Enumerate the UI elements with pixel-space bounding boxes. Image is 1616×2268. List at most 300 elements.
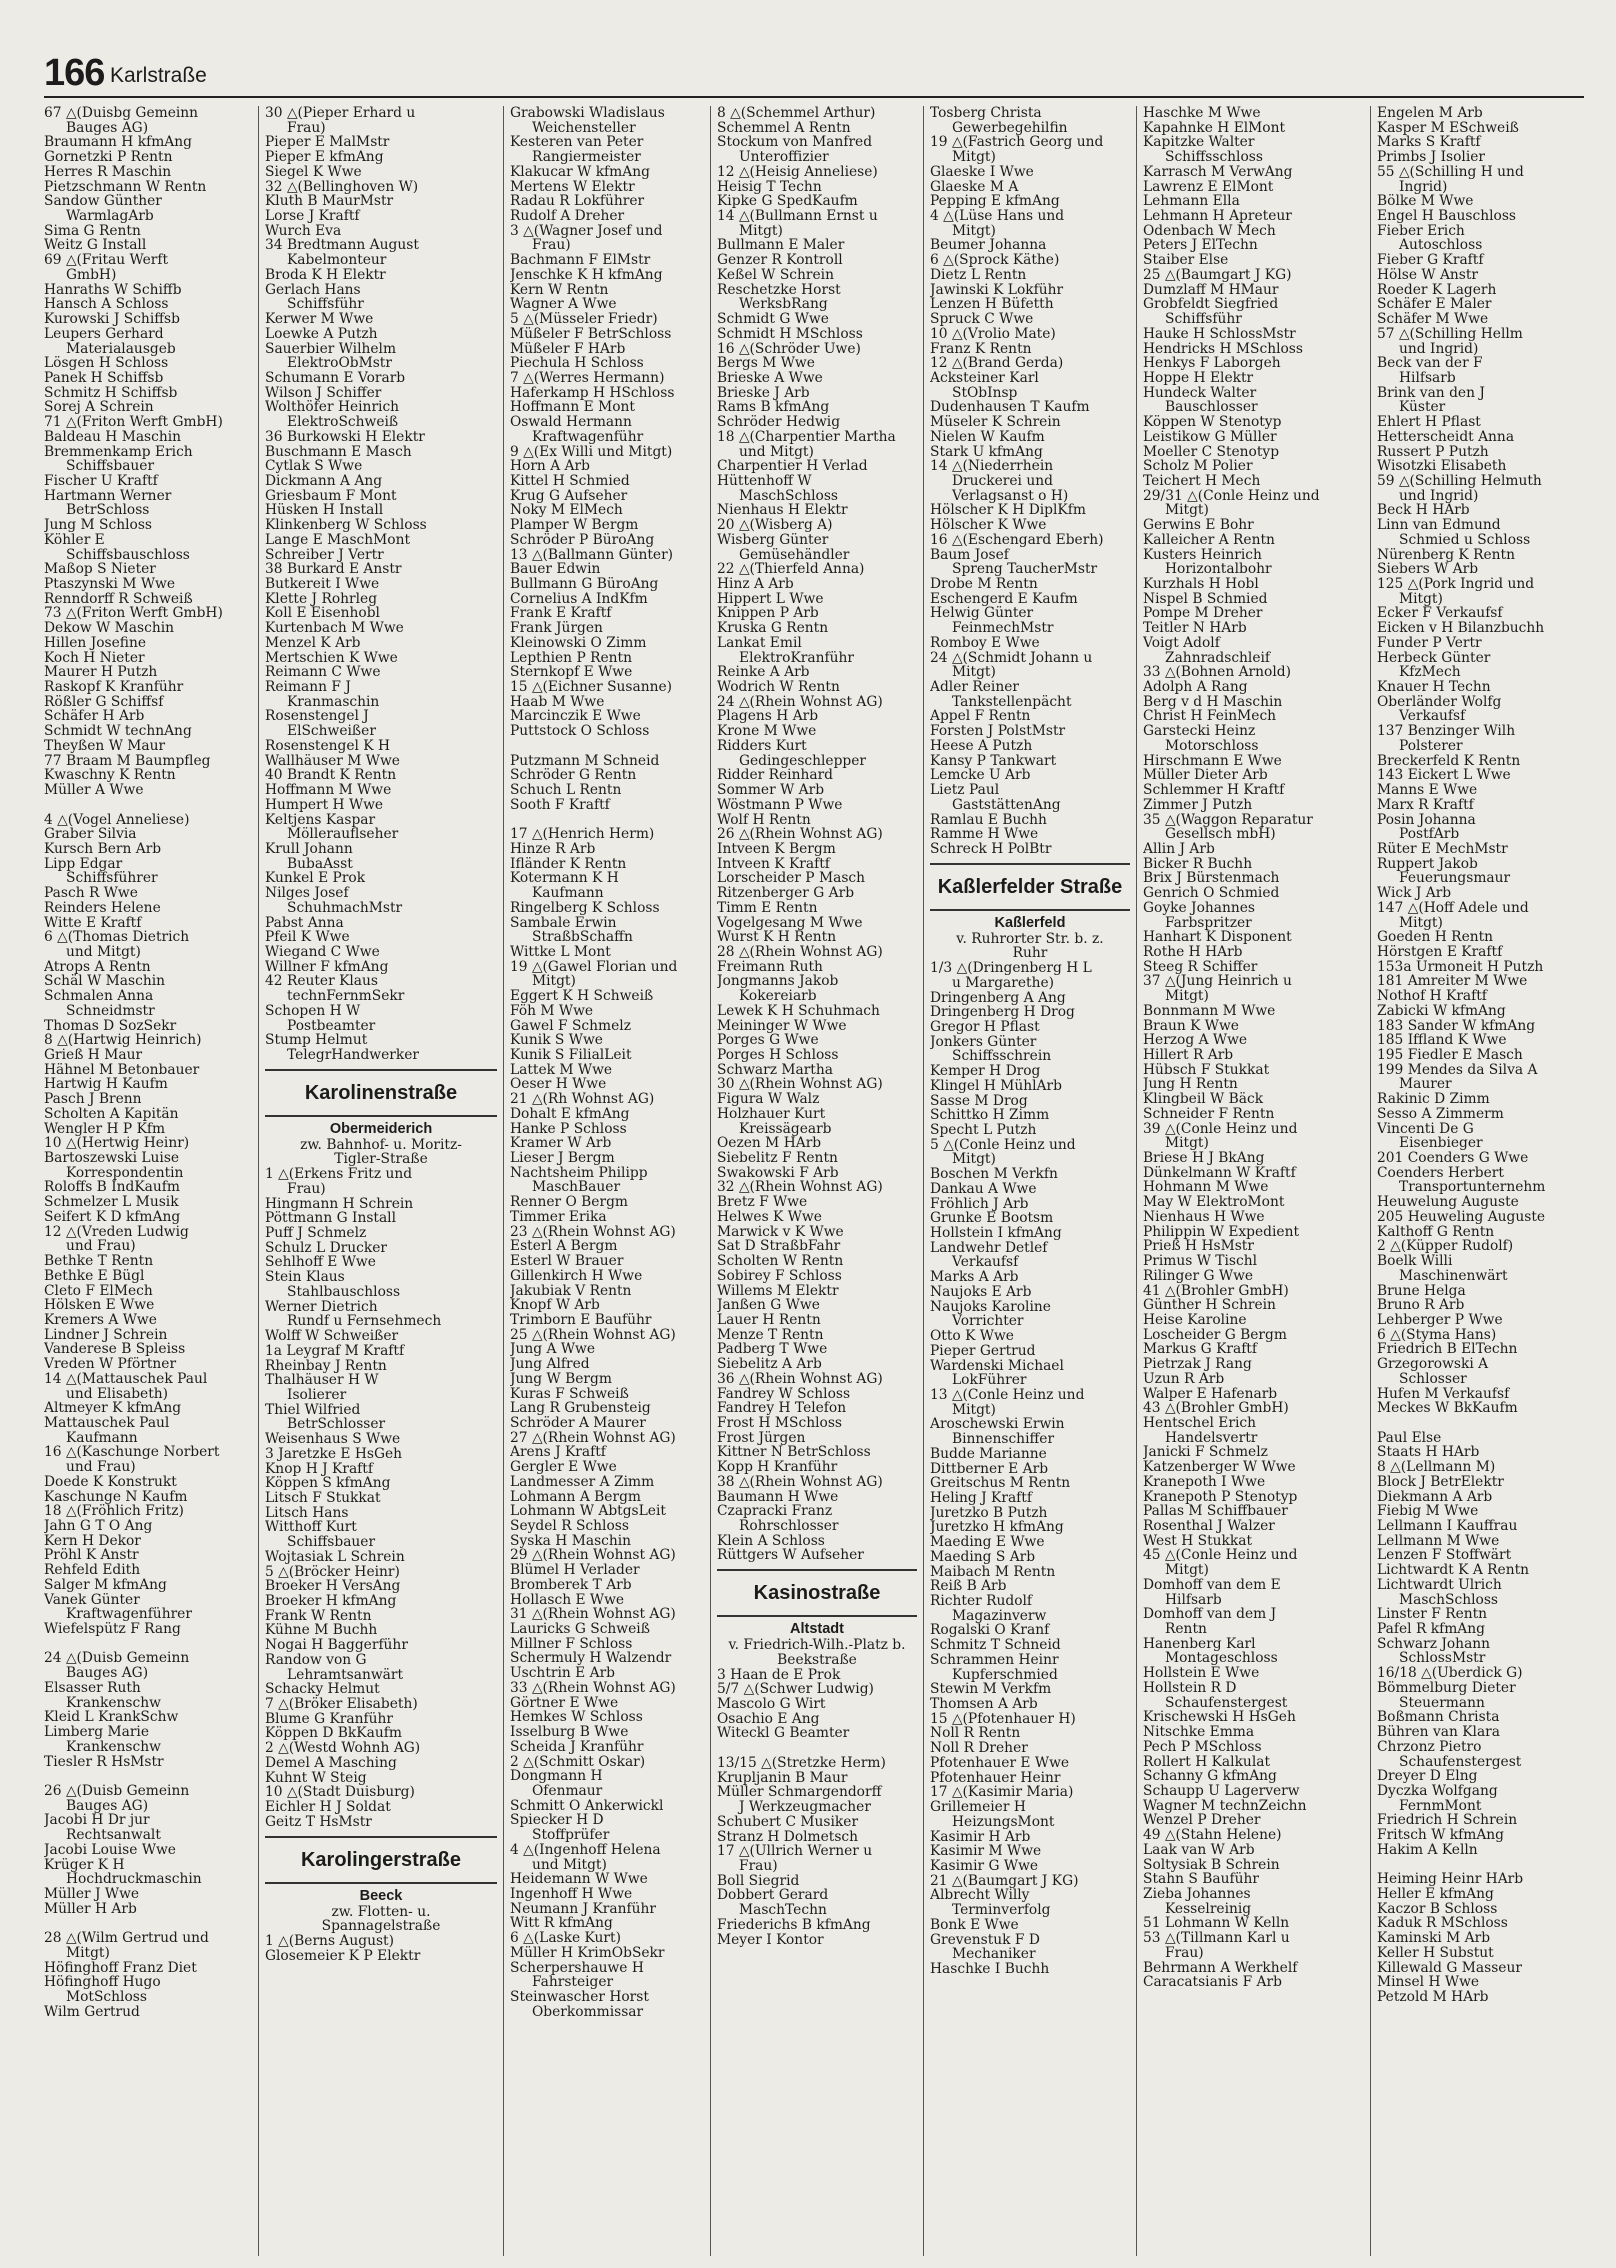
resident-entry: Nienhaus H Wwe xyxy=(1143,1209,1265,1225)
resident-entry: 22 △(Thierfeld Anna) xyxy=(717,562,865,577)
resident-entry: Bethke E Bügl xyxy=(44,1268,145,1284)
entry-continuation: und Frau) xyxy=(66,1239,136,1255)
resident-entry: 183 Sander W kfmAng xyxy=(1377,1018,1536,1034)
resident-entry: 28 △(Rhein Wohnst AG) xyxy=(717,944,883,960)
resident-entry: Block J BetrElektr xyxy=(1377,1474,1504,1490)
resident-entry: 125 △(Pork Ingrid und xyxy=(1377,577,1535,592)
resident-entry: Forsten J PolstMstr xyxy=(930,724,1066,739)
resident-entry: Genrich O Schmied xyxy=(1143,886,1280,901)
resident-entry: Fieber G Kraftf xyxy=(1377,253,1484,268)
resident-entry: Prieß H HsMstr xyxy=(1143,1239,1254,1255)
resident-entry: Jonkers Günter xyxy=(930,1034,1037,1050)
resident-entry: Maßop S Nieter xyxy=(44,562,156,577)
entry-continuation: Steuermann xyxy=(1399,1695,1485,1711)
resident-entry: Funder P Vertr xyxy=(1377,635,1482,651)
resident-entry: Stewin M Verkfm xyxy=(930,1682,1052,1698)
resident-entry: 1/3 △(Dringenberg H L xyxy=(930,961,1092,976)
resident-entry: Krüger K H xyxy=(44,1857,125,1873)
resident-entry: Müller H KrimObSekr xyxy=(510,1945,665,1961)
resident-entry: Arens J Kraftf xyxy=(510,1445,606,1461)
resident-entry: Herres R Maschin xyxy=(44,164,172,180)
resident-entry: Berg v d H Maschin xyxy=(1143,694,1283,710)
resident-entry: Plagens H Arb xyxy=(717,709,819,725)
resident-entry: Budde Marianne xyxy=(930,1446,1047,1462)
resident-entry: Jacobi Louise Wwe xyxy=(44,1842,176,1858)
resident-entry: Fröhlich J Arb xyxy=(930,1196,1029,1212)
entry-continuation: Bauges AG) xyxy=(66,1798,149,1814)
entry-continuation: Farbspritzer xyxy=(1165,915,1252,931)
resident-entry: Eicken v H Bilanzbuchh xyxy=(1377,621,1545,636)
resident-entry: Blume G Kranführ xyxy=(265,1711,393,1727)
resident-entry: Pfotenhauer E Wwe xyxy=(930,1755,1070,1771)
resident-entry: 16/18 △(Überdick G) xyxy=(1377,1666,1523,1681)
resident-entry: Müller A Wwe xyxy=(44,783,144,798)
resident-entry: Mertschien K Wwe xyxy=(265,650,398,666)
resident-entry: Dekow W Maschin xyxy=(44,621,174,636)
resident-entry: Blümel H Verlader xyxy=(510,1563,640,1578)
resident-entry: Sasse M Drog xyxy=(930,1093,1028,1109)
entry-continuation: Schiffsbauer xyxy=(66,459,155,474)
resident-entry: Eichler H J Soldat xyxy=(265,1800,391,1815)
directory-column xyxy=(503,106,710,2256)
resident-entry: Hingmann H Schrein xyxy=(265,1196,414,1212)
resident-entry: Ridders Kurt xyxy=(717,738,807,754)
resident-entry: Witthoff Kurt xyxy=(265,1520,357,1536)
entry-continuation: Mitgt) xyxy=(952,1402,996,1418)
resident-entry: 24 △(Rhein Wohnst AG) xyxy=(717,694,883,710)
resident-entry: Rudolf A Dreher xyxy=(510,209,625,224)
resident-entry: Kotermann K H xyxy=(510,871,619,887)
resident-entry: Willner F kfmAng xyxy=(265,959,389,975)
resident-entry: Heisig T Techn xyxy=(717,179,822,195)
resident-entry: Kittner N BetrSchloss xyxy=(717,1445,871,1461)
resident-entry: Teitler N HArb xyxy=(1143,621,1247,636)
resident-entry: 4 △(Lüse Hans und xyxy=(930,209,1065,224)
resident-entry: 8 △(Schemmel Arthur) xyxy=(717,106,876,121)
resident-entry: Karrasch M VerwAng xyxy=(1143,164,1293,180)
resident-entry: Rakinic D Zimm xyxy=(1377,1092,1490,1107)
entry-continuation: MaschSchloss xyxy=(739,488,838,504)
resident-entry: Lietz Paul xyxy=(930,783,1000,798)
resident-entry: 5/7 △(Schwer Ludwig) xyxy=(717,1682,874,1698)
resident-entry: Pröhl K Anstr xyxy=(44,1548,139,1564)
resident-entry: Krupljanin B Maur xyxy=(717,1770,848,1786)
resident-entry: Esterl A Bergm xyxy=(510,1239,618,1255)
resident-entry: Gawel F Schmelz xyxy=(510,1018,631,1034)
entry-continuation: WerksbRang xyxy=(739,297,828,313)
entry-continuation: Kupferschmied xyxy=(952,1667,1058,1683)
entry-continuation: Korrespondentin xyxy=(66,1165,184,1181)
resident-entry: Kesteren van Peter xyxy=(510,135,644,151)
resident-entry: Baldeau H Maschin xyxy=(44,429,182,445)
resident-entry: Reiß B Arb xyxy=(930,1579,1007,1594)
resident-entry: Jacobi H Dr jur xyxy=(44,1813,150,1829)
resident-entry: 40 Brandt K Rentn xyxy=(265,768,397,784)
resident-entry: Grzegorowski A xyxy=(1377,1357,1489,1372)
resident-entry: Mertens W Elektr xyxy=(510,179,635,195)
entry-continuation: LokFührer xyxy=(952,1373,1027,1388)
entry-continuation: Hilfsarb xyxy=(1399,370,1456,386)
resident-entry: Rosenthal J Walzer xyxy=(1143,1519,1275,1534)
resident-entry: Kasimir H Arb xyxy=(930,1829,1031,1845)
entry-continuation: StraßbSchaffn xyxy=(532,930,633,945)
resident-entry: Kasimir M Wwe xyxy=(930,1844,1042,1859)
resident-entry: Schröder Hedwig xyxy=(717,415,841,430)
resident-entry: Porges G Wwe xyxy=(717,1033,819,1048)
resident-entry: Leupers Gerhard xyxy=(44,326,164,342)
resident-entry: Schlemmer H Kraftf xyxy=(1143,783,1285,798)
resident-entry: 1 △(Berns August) xyxy=(265,1933,394,1949)
resident-entry: Heese A Putzh xyxy=(930,738,1033,754)
resident-entry: 38 Burkard E Anstr xyxy=(265,562,402,577)
resident-entry: Nachtsheim Philipp xyxy=(510,1165,648,1181)
entry-continuation: Kraftwagenführer xyxy=(66,1607,192,1623)
resident-entry: 1 △(Erkens Fritz und xyxy=(265,1167,413,1182)
entry-continuation: Mechaniker xyxy=(952,1947,1036,1962)
street-heading: Kasinostraße xyxy=(717,1569,917,1617)
resident-entry: Juretzko H kfmAng xyxy=(930,1520,1064,1536)
entry-continuation: Mitgt) xyxy=(1165,989,1209,1004)
resident-entry: Roloffs B IndKaufm xyxy=(44,1180,180,1196)
resident-entry: Siebers W Arb xyxy=(1377,562,1479,577)
resident-entry: Puttstock O Schloss xyxy=(510,724,650,739)
resident-entry: Köhler E xyxy=(44,532,105,548)
resident-entry: Boll Siegrid xyxy=(717,1873,800,1889)
resident-entry: Specht L Putzh xyxy=(930,1123,1037,1138)
resident-entry: Posin Johanna xyxy=(1377,812,1476,828)
resident-entry: Lorscheider P Masch xyxy=(717,871,866,887)
resident-entry: Bullmann G BüroAng xyxy=(510,577,659,592)
resident-entry: Sesso A Zimmerm xyxy=(1377,1106,1504,1122)
resident-entry: Bömmelburg Dieter xyxy=(1377,1680,1516,1696)
resident-entry: Pafel R kfmAng xyxy=(1377,1622,1485,1637)
resident-entry: Kaczor B Schloss xyxy=(1377,1901,1498,1917)
resident-entry: Dobbert Gerard xyxy=(717,1888,829,1904)
resident-entry: Lieser J Bergm xyxy=(510,1151,615,1166)
resident-entry: Boelk Willi xyxy=(1377,1254,1453,1269)
resident-entry: Schäfer H Arb xyxy=(44,709,145,725)
resident-entry: Soltysiak B Schrein xyxy=(1143,1857,1280,1873)
resident-entry: Renndorff R Schweiß xyxy=(44,591,193,607)
resident-entry: 153a Urmoneit H Putzh xyxy=(1377,959,1544,975)
resident-entry: Staats H HArb xyxy=(1377,1445,1480,1461)
resident-entry: Stockum von Manfred xyxy=(717,135,873,151)
entry-continuation: Schiffsführer xyxy=(66,871,158,887)
resident-entry: Klein A Schloss xyxy=(717,1533,825,1549)
resident-entry: West H Stukkat xyxy=(1143,1533,1253,1549)
resident-entry: Witt R kfmAng xyxy=(510,1916,613,1932)
resident-entry: Piechula H Schloss xyxy=(510,356,644,371)
resident-entry: Dringenberg A Ang xyxy=(930,990,1066,1006)
entry-continuation: Transportunternehm xyxy=(1399,1180,1546,1196)
resident-entry: Adler Reiner xyxy=(930,680,1019,695)
resident-entry: Pietzschmann W Rentn xyxy=(44,179,207,195)
resident-entry: Pöttmann G Install xyxy=(265,1211,397,1227)
resident-entry: Glaeske I Wwe xyxy=(930,164,1034,180)
resident-entry: Koll E Eisenhobl xyxy=(265,606,380,622)
resident-entry: Steinwascher Horst xyxy=(510,1990,649,2005)
resident-entry: Thomsen A Arb xyxy=(930,1697,1038,1712)
resident-entry: Horn A Arb xyxy=(510,459,590,474)
resident-entry: 32 △(Rhein Wohnst AG) xyxy=(717,1180,883,1196)
entry-continuation: Maurer xyxy=(1399,1077,1452,1093)
entry-continuation: Gedingeschlepper xyxy=(739,753,867,769)
entry-continuation: Magazinverw xyxy=(952,1608,1047,1624)
resident-entry: Hanke P Schloss xyxy=(510,1121,627,1137)
resident-entry: Schäl W Maschin xyxy=(44,974,165,990)
resident-entry: 7 △(Bröker Elisabeth) xyxy=(265,1697,418,1712)
resident-entry: Rilinger G Wwe xyxy=(1143,1268,1254,1284)
resident-entry: Dittberner E Arb xyxy=(930,1461,1049,1477)
resident-entry: Maeding E Wwe xyxy=(930,1535,1045,1550)
resident-entry: Roeder K Lagerh xyxy=(1377,282,1497,298)
resident-entry: Pallas M Schiffbauer xyxy=(1143,1504,1288,1519)
resident-entry: Bullmann E Maler xyxy=(717,238,845,254)
resident-entry: Padberg T Wwe xyxy=(717,1342,828,1358)
resident-entry: Heling J Kraftf xyxy=(930,1490,1032,1506)
resident-entry: Humpert H Wwe xyxy=(265,797,384,813)
resident-entry: Hölsken E Wwe xyxy=(44,1298,155,1313)
entry-continuation: Handelsvertr xyxy=(1165,1430,1258,1446)
resident-entry: Janßen G Wwe xyxy=(717,1298,820,1313)
entry-continuation: Schiffsschrein xyxy=(952,1049,1052,1065)
resident-entry: Franz K Rentn xyxy=(930,341,1032,357)
resident-entry: Günther H Schrein xyxy=(1143,1298,1276,1313)
resident-entry: Hohmann M Wwe xyxy=(1143,1180,1269,1196)
resident-entry: 199 Mendes da Silva A xyxy=(1377,1062,1538,1078)
resident-entry: Schuch L Rentn xyxy=(510,783,622,798)
resident-entry: Müßeler F BetrSchloss xyxy=(510,326,672,342)
resident-entry: 30 △(Pieper Erhard u xyxy=(265,106,416,121)
resident-entry: Griesbaum F Mont xyxy=(265,488,397,504)
resident-entry: Ramme H Wwe xyxy=(930,827,1039,842)
entry-continuation: und Ingrid) xyxy=(1399,488,1479,504)
entry-continuation: Rentn xyxy=(1165,1622,1207,1637)
resident-entry: Lichtwardt Ulrich xyxy=(1377,1577,1502,1593)
resident-entry: Schmelzer L Musik xyxy=(44,1195,179,1210)
resident-entry: Lenzen H Büfetth xyxy=(930,297,1054,313)
entry-continuation: Materialausgeb xyxy=(66,341,176,357)
resident-entry: Putzmann M Schneid xyxy=(510,753,660,769)
resident-entry: Görtner E Wwe xyxy=(510,1695,619,1711)
resident-entry: Lange E MaschMont xyxy=(265,532,411,548)
resident-entry: Kerwer M Wwe xyxy=(265,312,374,327)
resident-entry: Timm E Rentn xyxy=(717,900,818,916)
entry-continuation: Rechtsanwalt xyxy=(66,1828,161,1843)
resident-entry: Jung A Wwe xyxy=(510,1342,596,1358)
resident-entry: 2 △(Schmitt Oskar) xyxy=(510,1754,646,1770)
resident-entry: Pfotenhauer Heinr xyxy=(930,1770,1061,1786)
resident-entry: Schmidt G Wwe xyxy=(717,312,829,327)
resident-entry: Lindner J Schrein xyxy=(44,1327,168,1343)
resident-entry: Kühne M Buchh xyxy=(265,1623,378,1639)
entry-continuation: ElSchweißer xyxy=(287,724,376,739)
resident-entry: Knopf W Arb xyxy=(510,1298,600,1313)
resident-entry: Witte E Kraftf xyxy=(44,915,142,931)
resident-entry: Grieß H Maur xyxy=(44,1048,143,1063)
resident-entry: Laak van W Arb xyxy=(1143,1842,1255,1858)
resident-entry: Charpentier H Verlad xyxy=(717,459,868,474)
entry-continuation: KfzMech xyxy=(1399,665,1461,681)
directory-column xyxy=(923,106,1136,2256)
resident-entry: Manns E Wwe xyxy=(1377,783,1478,798)
resident-entry: Intveen K Kraftf xyxy=(717,856,830,872)
entry-continuation: WarmlagArb xyxy=(66,209,154,224)
resident-entry: Lellmann M Wwe xyxy=(1377,1533,1500,1549)
entry-continuation: StObInsp xyxy=(952,385,1018,401)
resident-entry: Zimmer J Putzh xyxy=(1143,797,1253,813)
resident-entry: 15 △(Pfotenhauer H) xyxy=(930,1711,1076,1727)
resident-entry: Kansy P Tankwart xyxy=(930,753,1057,769)
entry-continuation: ElektroObMstr xyxy=(287,356,392,371)
resident-entry: 34 Bredtmann August xyxy=(265,238,419,254)
resident-entry: Bölke M Wwe xyxy=(1377,194,1474,210)
resident-entry: Bremmenkamp Erich xyxy=(44,444,193,460)
resident-entry: Lipp Edgar xyxy=(44,856,123,872)
resident-entry: Hufen M Verkaufsf xyxy=(1377,1386,1510,1402)
resident-entry: Friedrich H Schrein xyxy=(1377,1813,1518,1829)
resident-entry: 49 △(Stahn Helene) xyxy=(1143,1828,1282,1843)
resident-entry: 12 △(Vreden Ludwig xyxy=(44,1224,189,1240)
resident-entry: Tiesler R HsMstr xyxy=(44,1754,164,1770)
entry-continuation: BubaAsst xyxy=(287,856,353,872)
resident-entry: 26 △(Rhein Wohnst AG) xyxy=(717,827,883,842)
resident-entry: 3 Jaretzke E HsGeh xyxy=(265,1446,403,1462)
page-header xyxy=(44,48,1584,98)
resident-entry: Stahn S Bauführ xyxy=(1143,1872,1259,1887)
resident-entry: 32 △(Bellinghoven W) xyxy=(265,179,419,195)
resident-entry: Romboy E Wwe xyxy=(930,635,1040,651)
resident-entry: Müseler K Schrein xyxy=(930,415,1061,430)
resident-entry: Dietz L Rentn xyxy=(930,267,1027,283)
resident-entry: 51 Lohmann W Kelln xyxy=(1143,1916,1290,1932)
entry-continuation: Spreng TaucherMstr xyxy=(952,562,1098,577)
resident-entry: Adolph A Rang xyxy=(1143,680,1248,695)
resident-entry: Hauke H SchlossMstr xyxy=(1143,326,1296,342)
entry-continuation: Möllerauflseher xyxy=(287,827,399,842)
resident-entry: Reschetzke Horst xyxy=(717,282,841,298)
entry-continuation: Gesellsch mbH) xyxy=(1165,827,1276,842)
resident-entry: Baumann H Wwe xyxy=(717,1489,839,1505)
resident-entry: Frost Jürgen xyxy=(717,1430,806,1446)
resident-entry: 71 △(Friton Werft GmbH) xyxy=(44,415,223,430)
resident-entry: 57 △(Schilling Hellm xyxy=(1377,326,1523,342)
resident-entry: Lawrenz E ElMont xyxy=(1143,179,1274,195)
entry-continuation: Stahlbauschloss xyxy=(287,1284,401,1300)
resident-entry: Ehlert H Pflast xyxy=(1377,415,1481,430)
resident-entry: Lewek K H Schuhmach xyxy=(717,1003,880,1019)
resident-entry: Sambale Erwin xyxy=(510,915,617,931)
resident-entry: Ringelberg K Schloss xyxy=(510,900,660,916)
street-location: Beekstraße xyxy=(777,1651,857,1668)
resident-entry: Lankat Emil xyxy=(717,635,802,651)
street-location: Ruhr xyxy=(1012,945,1048,962)
resident-entry: Bonnmann M Wwe xyxy=(1143,1003,1276,1019)
resident-entry: Herzog A Wwe xyxy=(1143,1033,1248,1048)
resident-entry: Ifländer K Rentn xyxy=(510,856,627,872)
resident-entry: Schwarz Martha xyxy=(717,1062,833,1078)
entry-continuation: Ingrid) xyxy=(1399,179,1448,195)
resident-entry: Klingel H MühlArb xyxy=(930,1078,1062,1094)
resident-entry: Garstecki Heinz xyxy=(1143,724,1256,739)
resident-entry: Klinkenberg W Schloss xyxy=(265,518,427,533)
resident-entry: Dudenhausen T Kaufm xyxy=(930,400,1090,416)
resident-entry: Schmitt O Ankerwickl xyxy=(510,1798,664,1814)
resident-entry: Friederichs B kfmAng xyxy=(717,1917,871,1933)
resident-entry: Bachmann F ElMstr xyxy=(510,253,651,268)
resident-entry: Brieske A Wwe xyxy=(717,370,823,386)
resident-entry: Schwarz Johann xyxy=(1377,1636,1491,1652)
resident-entry: Kopp H Kranführ xyxy=(717,1460,838,1475)
resident-entry: Mascolo G Wirt xyxy=(717,1697,826,1712)
entry-continuation: Frau) xyxy=(287,120,326,136)
resident-entry: 16 △(Kaschunge Norbert xyxy=(44,1445,220,1461)
street-heading: Kaßlerfelder Straße xyxy=(930,863,1130,911)
entry-continuation: Hilfsarb xyxy=(1165,1592,1222,1608)
entry-continuation: Schiffsschloss xyxy=(1165,150,1263,165)
entry-continuation: PostfArb xyxy=(1399,827,1460,842)
resident-entry: 73 △(Friton Werft GmbH) xyxy=(44,606,223,622)
resident-entry: Scholten A Kapitän xyxy=(44,1106,179,1122)
resident-entry: 5 △(Müsseler Friedr) xyxy=(510,312,658,327)
resident-entry: Hollstein E Wwe xyxy=(1143,1666,1260,1681)
resident-entry: Litsch Hans xyxy=(265,1505,349,1521)
resident-entry: Zabicki W kfmAng xyxy=(1377,1003,1506,1019)
resident-entry: Walper E Hafenarb xyxy=(1143,1386,1278,1402)
resident-entry: Millner F Schloss xyxy=(510,1636,633,1652)
district-name: Kaßlerfeld xyxy=(994,914,1066,931)
resident-entry: 10 △(Hertwig Heinr) xyxy=(44,1136,190,1152)
resident-entry: Domhoff van dem J xyxy=(1143,1607,1277,1623)
resident-entry: Linn van Edmund xyxy=(1377,518,1501,533)
resident-entry: Panek H Schiffsb xyxy=(44,370,164,386)
resident-entry: Frost H MSchloss xyxy=(717,1415,842,1431)
resident-entry: Wodrich W Rentn xyxy=(717,680,840,695)
entry-continuation: Schaufenstergest xyxy=(1165,1695,1288,1711)
resident-entry: 20 △(Wisberg A) xyxy=(717,518,833,533)
resident-entry: Kuhnt W Steig xyxy=(265,1770,367,1786)
resident-entry: 6 △(Thomas Dietrich xyxy=(44,930,190,945)
resident-entry: Fiebig M Wwe xyxy=(1377,1504,1479,1519)
resident-entry: 2 △(Küpper Rudolf) xyxy=(1377,1239,1514,1255)
entry-continuation: Kraftwagenführ xyxy=(532,429,644,445)
resident-entry: Grillemeier H xyxy=(930,1800,1026,1815)
resident-entry: 43 △(Brohler GmbH) xyxy=(1143,1401,1289,1416)
entry-continuation: Bauges AG) xyxy=(66,120,149,136)
resident-entry: 31 △(Rhein Wohnst AG) xyxy=(510,1607,676,1623)
resident-entry: Keltjens Kaspar xyxy=(265,812,376,828)
entry-continuation: Kaufmann xyxy=(532,886,604,901)
resident-entry: Ruppert Jakob xyxy=(1377,856,1478,872)
resident-entry: 14 △(Niederrhein xyxy=(930,459,1054,474)
resident-entry: Engel H Bauschloss xyxy=(1377,209,1516,224)
resident-entry: Killewald G Masseur xyxy=(1377,1960,1522,1976)
resident-entry: Bicker R Buchh xyxy=(1143,856,1253,872)
resident-entry: May W ElektroMont xyxy=(1143,1195,1285,1210)
resident-entry: Kremers A Wwe xyxy=(44,1312,157,1328)
entry-continuation: Verkaufsf xyxy=(1399,709,1466,725)
resident-entry: Hüsken H Install xyxy=(265,503,384,519)
resident-entry: Schneider F Rentn xyxy=(1143,1106,1275,1122)
entry-continuation: Fahrsteiger xyxy=(532,1975,614,1990)
resident-entry: Cornelius A IndKfm xyxy=(510,591,648,607)
resident-entry: Haschke M Wwe xyxy=(1143,106,1261,121)
resident-entry: Kemper H Drog xyxy=(930,1064,1041,1079)
resident-entry: Nitschke Emma xyxy=(1143,1725,1255,1740)
resident-entry: Jakubiak V Rentn xyxy=(510,1283,632,1299)
resident-entry: Scholten W Rentn xyxy=(717,1254,844,1269)
resident-entry: Dickmann A Ang xyxy=(265,473,383,489)
